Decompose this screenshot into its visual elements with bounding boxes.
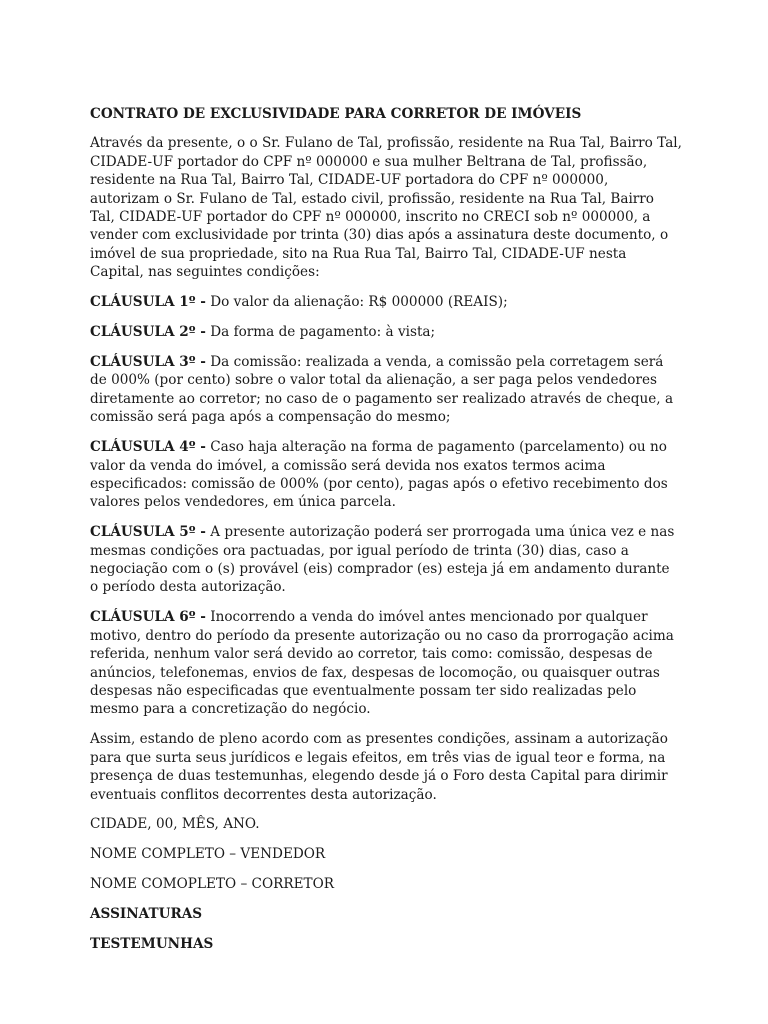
intro-paragraph: Através da presente, o o Sr. Fulano de Tal, profissão, residente na Rua Tal, Bairro Tal, CIDADE-UF portador do CPF nº 000000 e sua mulher Beltrana de Tal, profissão, residente na Rua Tal, Bairro Tal, CIDADE-UF portadora do CPF nº 000000, autorizam o Sr. Fulano de Tal, estado civil, profissão, residente na Rua Tal, Bairro Tal, CIDADE-UF portador do CPF nº 000000, inscrito no CRECI sob nº 000000, a vender com exclusividade por trinta (30) dias após a assinatura deste documento, o imóvel de sua propriedade, sito na Rua Rua Tal, Bairro Tal, CIDADE-UF nesta Capital, nas seguintes condições: bbox=[90, 135, 682, 281]
clause-6-text: Inocorrendo a venda do imóvel antes mencionado por qualquer motivo, dentro do período da presente autorização ou no caso da prorrogação acima referida, nenhum valor será devido ao corretor, tais como: comissão, despesas de anúncios, telefonemas, envios de fax, despesas de locomoção, ou quaisquer outras despesas não especificadas que eventualmente possam ter sido realizadas pelo mesmo para a concretização do negócio. bbox=[90, 609, 674, 718]
clause-5-label: CLÁUSULA 5º - bbox=[90, 524, 206, 541]
seller-name-line: NOME COMPLETO – VENDEDOR bbox=[90, 846, 326, 863]
clause-1-text: Do valor da alienação: R$ 000000 (REAIS); bbox=[210, 294, 508, 311]
clause-3-label: CLÁUSULA 3º - bbox=[90, 353, 206, 370]
clause-4 bbox=[90, 438, 682, 512]
clause-5-text: A presente autorização poderá ser prorrogada uma única vez e nas mesmas condições ora pactuadas, por igual período de trinta (30) dias, caso a negociação com o (s) provável (eis) comprador (es) esteja já em andamento durante o período desta autorização. bbox=[90, 524, 675, 596]
clause-2-text: Da forma de pagamento: à vista; bbox=[210, 324, 436, 341]
signatures-heading: ASSINATURAS bbox=[90, 906, 203, 923]
broker-name-line: NOME COMOPLETO – CORRETOR bbox=[90, 876, 334, 893]
date-line: CIDADE, 00, MÊS, ANO. bbox=[90, 816, 260, 833]
clause-6-label: CLÁUSULA 6º - bbox=[90, 609, 206, 626]
clause-1-label: CLÁUSULA 1º - bbox=[90, 294, 206, 311]
clause-5 bbox=[90, 523, 682, 597]
clause-2 bbox=[90, 323, 682, 341]
document-title: CONTRATO DE EXCLUSIVIDADE PARA CORRETOR DE IMÓVEIS bbox=[90, 106, 582, 122]
clause-1 bbox=[90, 293, 682, 311]
witnesses-heading: TESTEMUNHAS bbox=[90, 936, 214, 953]
clause-4-text: Caso haja alteração na forma de pagamento (parcelamento) ou no valor da venda do imóvel, a comissão será devida nos exatos termos acima especificados: comissão de 000% (por cento), pagas após o efetivo recebimento dos valores pelos vendedores, em única parcela. bbox=[90, 439, 668, 511]
clause-3-text: Da comissão: realizada a venda, a comissão pela corretagem será de 000% (por cento) sobre o valor total da alienação, a ser paga pelos vendedores diretamente ao corretor; no caso de o pagamento ser realizado através de cheque, a comissão será paga após a compensação do mesmo; bbox=[90, 353, 674, 426]
closing-paragraph: Assim, estando de pleno acordo com as presentes condições, assinam a autorização para que surta seus jurídicos e legais efeitos, em três vias de igual teor e forma, na presença de duas testemunhas, elegendo desde já o Foro desta Capital para dirimir eventuais conflitos decorrentes desta autorização. bbox=[90, 731, 668, 803]
clause-2-label: CLÁUSULA 2º - bbox=[90, 324, 206, 341]
clause-3 bbox=[90, 353, 682, 427]
contract-document bbox=[90, 105, 682, 965]
clause-4-label: CLÁUSULA 4º - bbox=[90, 439, 206, 456]
clause-6 bbox=[90, 608, 682, 718]
